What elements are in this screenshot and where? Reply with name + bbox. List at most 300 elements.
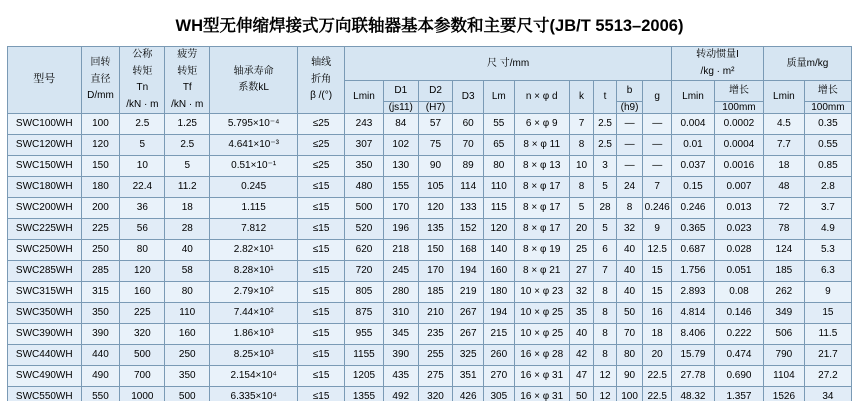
cell-dim-d3: 219 (453, 282, 484, 303)
cell-bearing-life-factor: 0.51×10⁻¹ (210, 156, 298, 177)
cell-dim-d1: 345 (383, 324, 418, 345)
cell-dim-d1: 390 (383, 345, 418, 366)
cell-mass-lmin: 124 (763, 240, 804, 261)
cell-model: SWC285WH (8, 261, 82, 282)
cell-rotating-diameter: 550 (81, 387, 120, 401)
cell-bearing-life-factor: 1.115 (210, 198, 298, 219)
cell-model: SWC250WH (8, 240, 82, 261)
cell-dim-k: 32 (569, 282, 594, 303)
cell-dim-g: 22.5 (643, 387, 672, 401)
cell-dim-d2: 150 (418, 240, 453, 261)
cell-bearing-life-factor: 8.25×10³ (210, 345, 298, 366)
cell-model: SWC180WH (8, 177, 82, 198)
cell-dim-t: 8 (594, 345, 616, 366)
cell-dim-g: 9 (643, 219, 672, 240)
cell-fatigue-torque: 28 (165, 219, 210, 240)
cell-model: SWC440WH (8, 345, 82, 366)
cell-mass-grow: 3.7 (804, 198, 851, 219)
cell-mass-grow: 15 (804, 303, 851, 324)
cell-rotating-diameter: 200 (81, 198, 120, 219)
cell-dim-b: 24 (616, 177, 643, 198)
cell-model: SWC225WH (8, 219, 82, 240)
cell-dim-g: 7 (643, 177, 672, 198)
cell-inertia-grow: 0.0002 (714, 114, 763, 135)
cell-fatigue-torque: 160 (165, 324, 210, 345)
table-row (8, 114, 852, 135)
cell-dim-d3: 89 (453, 156, 484, 177)
cell-fatigue-torque: 40 (165, 240, 210, 261)
cell-bearing-life-factor: 7.44×10² (210, 303, 298, 324)
cell-dim-lm: 260 (484, 345, 515, 366)
header-mass-lmin: Lmin (763, 81, 804, 114)
header-inertia-lmin: Lmin (672, 81, 715, 114)
cell-mass-grow: 0.35 (804, 114, 851, 135)
cell-dim-d1: 170 (383, 198, 418, 219)
cell-dim-t: 5 (594, 177, 616, 198)
cell-model: SWC100WH (8, 114, 82, 135)
cell-dim-nd: 8 × φ 17 (514, 177, 569, 198)
header-axis-angle: 轴线 折角 β /(°) (298, 47, 345, 114)
cell-mass-lmin: 7.7 (763, 135, 804, 156)
cell-nominal-torque: 1000 (120, 387, 165, 401)
cell-rotating-diameter: 225 (81, 219, 120, 240)
cell-dim-d1: 435 (383, 366, 418, 387)
cell-dim-d2: 320 (418, 387, 453, 401)
cell-mass-grow: 0.55 (804, 135, 851, 156)
header-dim-nd: n × φ d (514, 81, 569, 114)
header-model: 型号 (8, 47, 82, 114)
cell-dim-k: 35 (569, 303, 594, 324)
cell-dim-lm: 80 (484, 156, 515, 177)
cell-dim-b: — (616, 114, 643, 135)
cell-rotating-diameter: 250 (81, 240, 120, 261)
cell-dim-d2: 255 (418, 345, 453, 366)
cell-dim-nd: 8 × φ 11 (514, 135, 569, 156)
cell-inertia-lmin: 0.01 (672, 135, 715, 156)
cell-axis-angle: ≤15 (298, 387, 345, 401)
cell-dim-d2: 210 (418, 303, 453, 324)
cell-dim-lm: 215 (484, 324, 515, 345)
cell-dim-t: 28 (594, 198, 616, 219)
cell-inertia-lmin: 0.004 (672, 114, 715, 135)
cell-inertia-grow: 0.146 (714, 303, 763, 324)
header-dim-b-tol: (h9) (616, 101, 643, 114)
cell-dim-t: 8 (594, 324, 616, 345)
cell-model: SWC120WH (8, 135, 82, 156)
cell-dim-d3: 133 (453, 198, 484, 219)
cell-dim-d3: 60 (453, 114, 484, 135)
cell-rotating-diameter: 350 (81, 303, 120, 324)
cell-dim-nd: 8 × φ 21 (514, 261, 569, 282)
cell-dim-t: 8 (594, 282, 616, 303)
cell-bearing-life-factor: 8.28×10¹ (210, 261, 298, 282)
cell-dim-lm: 180 (484, 282, 515, 303)
cell-dim-d1: 102 (383, 135, 418, 156)
cell-dim-t: 12 (594, 366, 616, 387)
cell-dim-lmin: 620 (345, 240, 384, 261)
cell-dim-d2: 235 (418, 324, 453, 345)
cell-model: SWC315WH (8, 282, 82, 303)
cell-axis-angle: ≤15 (298, 261, 345, 282)
table-row (8, 219, 852, 240)
header-dim-d2-tol: (H7) (418, 101, 453, 114)
cell-axis-angle: ≤25 (298, 114, 345, 135)
cell-dim-lmin: 520 (345, 219, 384, 240)
cell-mass-grow: 34 (804, 387, 851, 401)
cell-inertia-grow: 0.051 (714, 261, 763, 282)
cell-mass-lmin: 1526 (763, 387, 804, 401)
cell-dim-d3: 114 (453, 177, 484, 198)
cell-mass-lmin: 78 (763, 219, 804, 240)
cell-inertia-lmin: 0.246 (672, 198, 715, 219)
cell-nominal-torque: 320 (120, 324, 165, 345)
cell-dim-d3: 267 (453, 303, 484, 324)
cell-dim-d3: 168 (453, 240, 484, 261)
cell-fatigue-torque: 80 (165, 282, 210, 303)
cell-dim-d1: 196 (383, 219, 418, 240)
cell-bearing-life-factor: 4.641×10⁻³ (210, 135, 298, 156)
header-inertia-grow: 增长 (714, 81, 763, 102)
cell-rotating-diameter: 100 (81, 114, 120, 135)
cell-dim-b: — (616, 135, 643, 156)
cell-dim-k: 40 (569, 324, 594, 345)
cell-bearing-life-factor: 2.154×10⁴ (210, 366, 298, 387)
cell-fatigue-torque: 250 (165, 345, 210, 366)
header-mass-grow-unit: 100mm (804, 101, 851, 114)
cell-dim-lmin: 875 (345, 303, 384, 324)
cell-dim-lm: 120 (484, 219, 515, 240)
cell-dim-nd: 10 × φ 25 (514, 324, 569, 345)
cell-nominal-torque: 2.5 (120, 114, 165, 135)
cell-mass-lmin: 72 (763, 198, 804, 219)
cell-mass-lmin: 349 (763, 303, 804, 324)
cell-model: SWC490WH (8, 366, 82, 387)
cell-mass-grow: 27.2 (804, 366, 851, 387)
cell-dim-b: — (616, 156, 643, 177)
cell-rotating-diameter: 440 (81, 345, 120, 366)
cell-dim-d2: 75 (418, 135, 453, 156)
cell-inertia-grow: 0.0016 (714, 156, 763, 177)
cell-dim-lmin: 243 (345, 114, 384, 135)
cell-dim-nd: 8 × φ 13 (514, 156, 569, 177)
cell-dim-d2: 120 (418, 198, 453, 219)
cell-inertia-lmin: 2.893 (672, 282, 715, 303)
cell-dim-d3: 325 (453, 345, 484, 366)
cell-dim-lmin: 307 (345, 135, 384, 156)
header-dim-d3: D3 (453, 81, 484, 114)
table-row (8, 387, 852, 401)
cell-nominal-torque: 700 (120, 366, 165, 387)
table-header (8, 47, 852, 114)
cell-dim-lm: 65 (484, 135, 515, 156)
cell-mass-grow: 6.3 (804, 261, 851, 282)
cell-axis-angle: ≤25 (298, 135, 345, 156)
cell-dim-t: 12 (594, 387, 616, 401)
cell-mass-grow: 11.5 (804, 324, 851, 345)
cell-rotating-diameter: 180 (81, 177, 120, 198)
cell-mass-grow: 4.9 (804, 219, 851, 240)
cell-dim-lmin: 1205 (345, 366, 384, 387)
cell-fatigue-torque: 18 (165, 198, 210, 219)
cell-inertia-grow: 0.0004 (714, 135, 763, 156)
cell-dim-b: 50 (616, 303, 643, 324)
cell-dim-t: 6 (594, 240, 616, 261)
cell-dim-d1: 130 (383, 156, 418, 177)
cell-nominal-torque: 160 (120, 282, 165, 303)
header-dim-d1-tol: (js11) (383, 101, 418, 114)
cell-dim-nd: 8 × φ 17 (514, 219, 569, 240)
cell-dim-d1: 280 (383, 282, 418, 303)
table-row (8, 177, 852, 198)
cell-dim-k: 27 (569, 261, 594, 282)
cell-bearing-life-factor: 5.795×10⁻⁴ (210, 114, 298, 135)
table-row (8, 282, 852, 303)
cell-dim-lm: 55 (484, 114, 515, 135)
cell-axis-angle: ≤15 (298, 198, 345, 219)
cell-rotating-diameter: 120 (81, 135, 120, 156)
header-group-dimensions: 尺 寸/mm (345, 47, 672, 81)
cell-inertia-grow: 0.028 (714, 240, 763, 261)
cell-inertia-lmin: 48.32 (672, 387, 715, 401)
cell-dim-g: 15 (643, 282, 672, 303)
cell-dim-lm: 140 (484, 240, 515, 261)
cell-dim-d3: 194 (453, 261, 484, 282)
cell-dim-nd: 16 × φ 28 (514, 345, 569, 366)
cell-axis-angle: ≤15 (298, 219, 345, 240)
cell-inertia-grow: 1.357 (714, 387, 763, 401)
header-dim-lmin: Lmin (345, 81, 384, 114)
cell-dim-k: 47 (569, 366, 594, 387)
cell-nominal-torque: 80 (120, 240, 165, 261)
cell-inertia-grow: 0.007 (714, 177, 763, 198)
cell-dim-g: 18 (643, 324, 672, 345)
cell-dim-lmin: 350 (345, 156, 384, 177)
cell-dim-b: 100 (616, 387, 643, 401)
cell-dim-d2: 57 (418, 114, 453, 135)
cell-fatigue-torque: 500 (165, 387, 210, 401)
cell-dim-d2: 105 (418, 177, 453, 198)
cell-bearing-life-factor: 2.79×10² (210, 282, 298, 303)
cell-dim-k: 20 (569, 219, 594, 240)
cell-model: SWC390WH (8, 324, 82, 345)
cell-dim-t: 2.5 (594, 114, 616, 135)
cell-dim-k: 8 (569, 135, 594, 156)
header-nominal-torque: 公称 转矩 Tn /kN · m (120, 47, 165, 114)
cell-axis-angle: ≤15 (298, 366, 345, 387)
cell-mass-lmin: 4.5 (763, 114, 804, 135)
specification-table (7, 46, 852, 401)
cell-dim-d3: 70 (453, 135, 484, 156)
table-row (8, 135, 852, 156)
cell-rotating-diameter: 315 (81, 282, 120, 303)
cell-model: SWC150WH (8, 156, 82, 177)
cell-mass-lmin: 48 (763, 177, 804, 198)
cell-dim-d3: 351 (453, 366, 484, 387)
cell-rotating-diameter: 490 (81, 366, 120, 387)
header-group-inertia: 转动惯量I /kg · m² (672, 47, 764, 81)
cell-dim-t: 7 (594, 261, 616, 282)
header-dim-lm: Lm (484, 81, 515, 114)
cell-rotating-diameter: 285 (81, 261, 120, 282)
cell-dim-t: 5 (594, 219, 616, 240)
cell-axis-angle: ≤15 (298, 345, 345, 366)
cell-dim-k: 7 (569, 114, 594, 135)
cell-dim-nd: 16 × φ 31 (514, 366, 569, 387)
header-inertia-grow-unit: 100mm (714, 101, 763, 114)
cell-axis-angle: ≤15 (298, 324, 345, 345)
cell-mass-lmin: 790 (763, 345, 804, 366)
cell-nominal-torque: 500 (120, 345, 165, 366)
cell-inertia-grow: 0.690 (714, 366, 763, 387)
cell-inertia-grow: 0.222 (714, 324, 763, 345)
cell-dim-lmin: 805 (345, 282, 384, 303)
header-dim-g: g (643, 81, 672, 114)
cell-bearing-life-factor: 0.245 (210, 177, 298, 198)
table-row (8, 156, 852, 177)
cell-dim-nd: 16 × φ 31 (514, 387, 569, 401)
header-fatigue-torque: 疲劳 转矩 Tf /kN · m (165, 47, 210, 114)
table-body (8, 114, 852, 401)
cell-dim-d3: 152 (453, 219, 484, 240)
cell-mass-lmin: 262 (763, 282, 804, 303)
cell-nominal-torque: 36 (120, 198, 165, 219)
cell-dim-lmin: 720 (345, 261, 384, 282)
cell-dim-lm: 110 (484, 177, 515, 198)
cell-nominal-torque: 5 (120, 135, 165, 156)
cell-dim-lm: 115 (484, 198, 515, 219)
header-group-mass: 质量m/kg (763, 47, 851, 81)
page-title: WH型无伸缩焊接式万向联轴器基本参数和主要尺寸(JB/T 5513–2006) (175, 17, 684, 35)
cell-dim-d1: 492 (383, 387, 418, 401)
cell-dim-nd: 10 × φ 25 (514, 303, 569, 324)
cell-axis-angle: ≤15 (298, 240, 345, 261)
cell-axis-angle: ≤25 (298, 156, 345, 177)
cell-dim-k: 5 (569, 198, 594, 219)
cell-model: SWC200WH (8, 198, 82, 219)
cell-dim-b: 90 (616, 366, 643, 387)
cell-inertia-lmin: 8.406 (672, 324, 715, 345)
cell-inertia-lmin: 1.756 (672, 261, 715, 282)
cell-dim-nd: 10 × φ 23 (514, 282, 569, 303)
cell-fatigue-torque: 350 (165, 366, 210, 387)
cell-inertia-grow: 0.08 (714, 282, 763, 303)
cell-dim-g: 20 (643, 345, 672, 366)
header-bearing-life-factor: 轴承寿命 系数kL (210, 47, 298, 114)
cell-bearing-life-factor: 6.335×10⁴ (210, 387, 298, 401)
cell-mass-grow: 9 (804, 282, 851, 303)
cell-dim-lm: 160 (484, 261, 515, 282)
cell-inertia-lmin: 27.78 (672, 366, 715, 387)
cell-dim-d2: 135 (418, 219, 453, 240)
cell-inertia-lmin: 0.365 (672, 219, 715, 240)
cell-dim-g: 12.5 (643, 240, 672, 261)
cell-nominal-torque: 22.4 (120, 177, 165, 198)
cell-inertia-lmin: 0.037 (672, 156, 715, 177)
cell-dim-d1: 84 (383, 114, 418, 135)
cell-dim-d2: 185 (418, 282, 453, 303)
cell-bearing-life-factor: 7.812 (210, 219, 298, 240)
cell-dim-k: 42 (569, 345, 594, 366)
cell-nominal-torque: 10 (120, 156, 165, 177)
table-row (8, 261, 852, 282)
cell-dim-lm: 194 (484, 303, 515, 324)
header-mass-grow: 增长 (804, 81, 851, 102)
cell-mass-lmin: 185 (763, 261, 804, 282)
cell-dim-t: 8 (594, 303, 616, 324)
cell-axis-angle: ≤15 (298, 303, 345, 324)
cell-nominal-torque: 225 (120, 303, 165, 324)
cell-inertia-grow: 0.023 (714, 219, 763, 240)
cell-dim-b: 70 (616, 324, 643, 345)
table-row (8, 345, 852, 366)
cell-axis-angle: ≤15 (298, 282, 345, 303)
cell-dim-d2: 90 (418, 156, 453, 177)
header-dim-k: k (569, 81, 594, 114)
cell-inertia-grow: 0.474 (714, 345, 763, 366)
header-dim-b: b (616, 81, 643, 102)
cell-rotating-diameter: 150 (81, 156, 120, 177)
cell-dim-g: — (643, 135, 672, 156)
cell-mass-lmin: 506 (763, 324, 804, 345)
cell-dim-d1: 218 (383, 240, 418, 261)
cell-dim-d3: 426 (453, 387, 484, 401)
cell-axis-angle: ≤15 (298, 177, 345, 198)
cell-dim-g: — (643, 156, 672, 177)
cell-dim-g: — (643, 114, 672, 135)
cell-nominal-torque: 120 (120, 261, 165, 282)
cell-dim-d1: 245 (383, 261, 418, 282)
header-row-1 (8, 47, 852, 81)
cell-dim-b: 8 (616, 198, 643, 219)
table-row (8, 303, 852, 324)
cell-dim-d2: 275 (418, 366, 453, 387)
header-dim-t: t (594, 81, 616, 114)
cell-inertia-lmin: 0.687 (672, 240, 715, 261)
cell-fatigue-torque: 2.5 (165, 135, 210, 156)
cell-fatigue-torque: 1.25 (165, 114, 210, 135)
cell-dim-k: 8 (569, 177, 594, 198)
cell-dim-d1: 310 (383, 303, 418, 324)
cell-mass-grow: 21.7 (804, 345, 851, 366)
cell-mass-grow: 0.85 (804, 156, 851, 177)
cell-fatigue-torque: 11.2 (165, 177, 210, 198)
header-dim-d2: D2 (418, 81, 453, 102)
cell-dim-k: 10 (569, 156, 594, 177)
table-row (8, 240, 852, 261)
cell-dim-k: 25 (569, 240, 594, 261)
cell-dim-lmin: 1355 (345, 387, 384, 401)
cell-dim-lm: 270 (484, 366, 515, 387)
cell-dim-b: 32 (616, 219, 643, 240)
cell-dim-lmin: 1155 (345, 345, 384, 366)
cell-dim-t: 2.5 (594, 135, 616, 156)
header-dim-d1: D1 (383, 81, 418, 102)
cell-dim-g: 15 (643, 261, 672, 282)
cell-model: SWC350WH (8, 303, 82, 324)
cell-dim-nd: 8 × φ 19 (514, 240, 569, 261)
cell-dim-g: 16 (643, 303, 672, 324)
table-row (8, 198, 852, 219)
table-row (8, 366, 852, 387)
cell-dim-b: 40 (616, 261, 643, 282)
cell-nominal-torque: 56 (120, 219, 165, 240)
cell-fatigue-torque: 5 (165, 156, 210, 177)
cell-dim-b: 40 (616, 282, 643, 303)
cell-dim-lmin: 480 (345, 177, 384, 198)
cell-dim-lmin: 955 (345, 324, 384, 345)
cell-dim-lmin: 500 (345, 198, 384, 219)
cell-dim-t: 3 (594, 156, 616, 177)
